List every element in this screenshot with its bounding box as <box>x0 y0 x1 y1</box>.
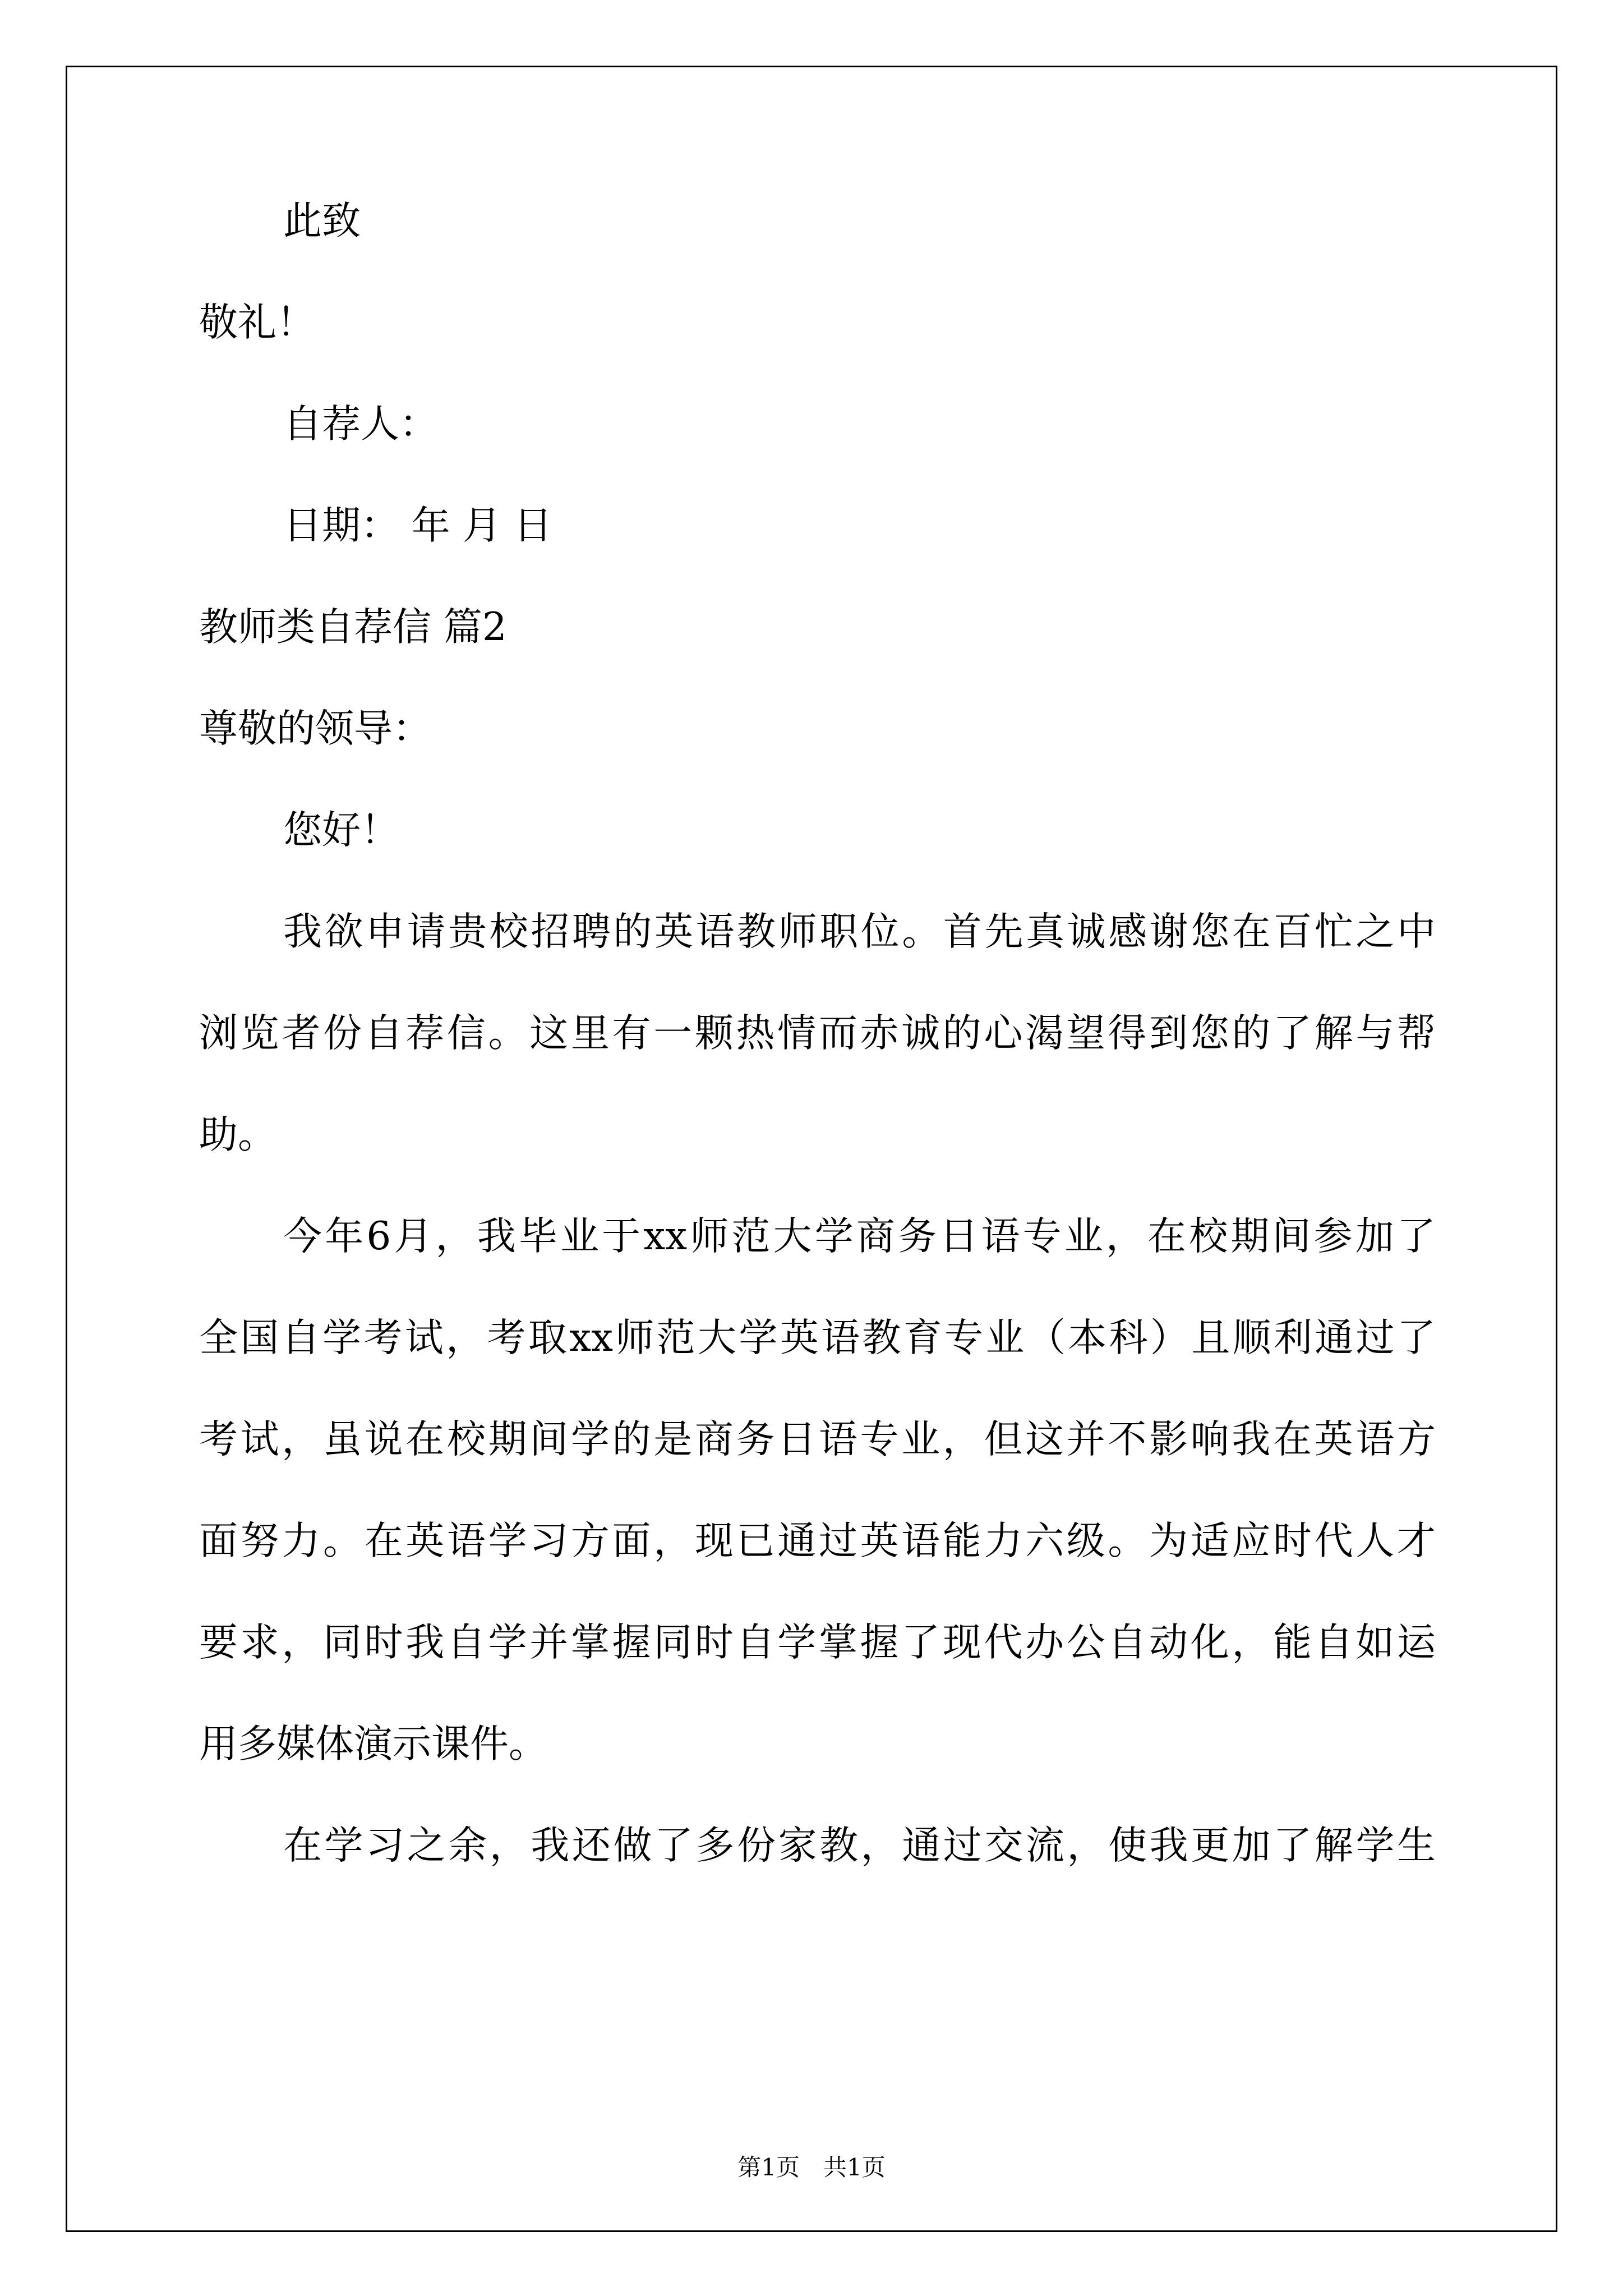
page-number-footer: 第1页 共1页 <box>737 2154 886 2181</box>
greeting-line: 您好！ <box>283 808 399 853</box>
paragraph-line: 用多媒体演示课件。 <box>199 1722 547 1766</box>
paragraph-line: 全国自学考试，考取xx师范大学英语教育专业（本科）且顺利通过了 <box>199 1315 1436 1360</box>
document-body <box>199 199 1436 1928</box>
section-title: 教师类自荐信 篇2 <box>199 605 507 650</box>
paragraph-line: 在学习之余，我还做了多份家教，通过交流，使我更加了解学生 <box>283 1823 1436 1868</box>
salutation-line: 敬礼！ <box>199 300 315 345</box>
paragraph-line: 面努力。在英语学习方面，现已通过英语能力六级。为适应时代人才 <box>199 1519 1436 1563</box>
paragraph-line: 考试，虽说在校期间学的是商务日语专业，但这并不影响我在英语方 <box>199 1417 1436 1462</box>
paragraph-line: 今年6月，我毕业于xx师范大学商务日语专业，在校期间参加了 <box>283 1214 1436 1259</box>
greeting-recipient: 尊敬的领导： <box>199 706 431 751</box>
signer-line: 自荐人： <box>283 402 438 447</box>
paragraph-line: 我欲申请贵校招聘的英语教师职位。首先真诚感谢您在百忙之中 <box>283 909 1436 954</box>
date-line: 日期： 年 月 日 <box>283 503 552 548</box>
closing-line: 此致 <box>283 199 361 243</box>
paragraph-line: 要求，同时我自学并掌握同时自学掌握了现代办公自动化，能自如运 <box>199 1620 1436 1665</box>
paragraph-line: 浏览者份自荐信。这里有一颗热情而赤诚的心渴望得到您的了解与帮 <box>199 1011 1436 1056</box>
paragraph-line: 助。 <box>199 1112 276 1157</box>
